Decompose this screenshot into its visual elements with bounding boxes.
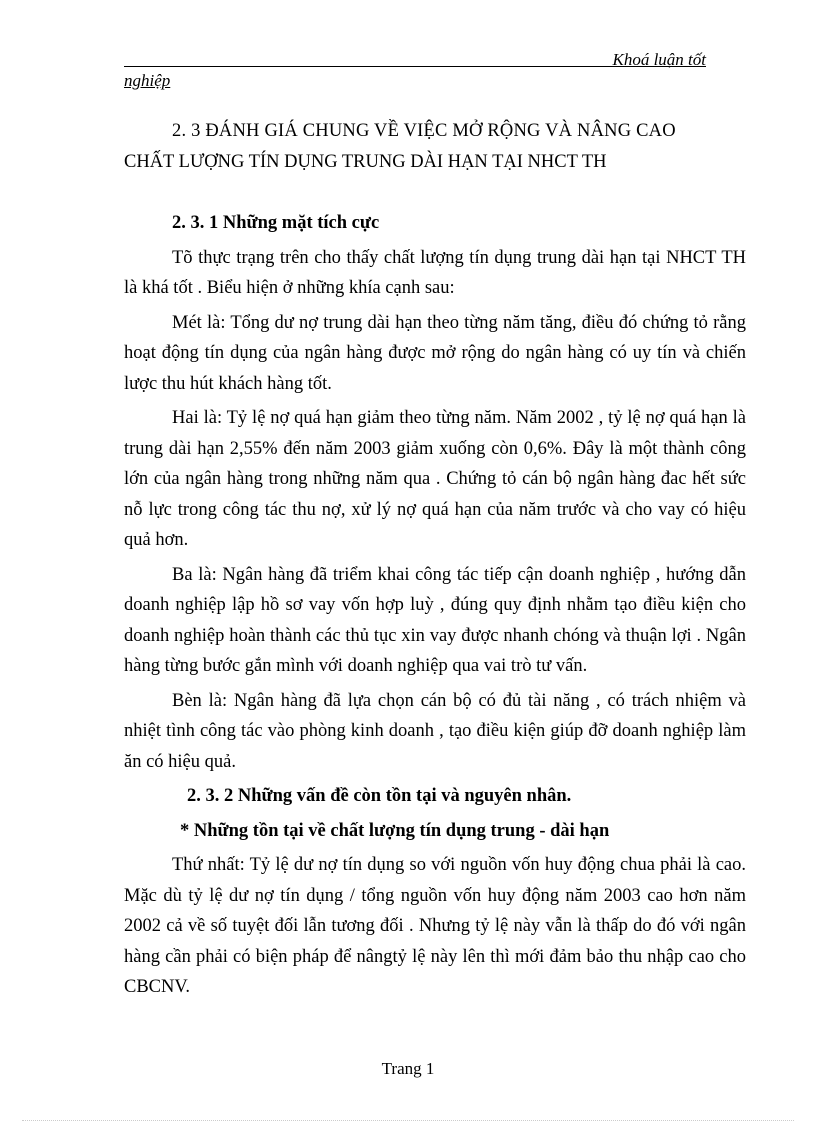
paragraph-point-3: Ba là: Ngân hàng đã triểm khai công tác tiếp cận doanh nghiệp , hướng dẫn doanh nghiệp lập hồ sơ vay vốn hợp luỳ , đúng quy định nhằm tạo điều kiện cho doanh nghiệp hoàn thành các thủ tục xin vay được nhanh chóng và thuận lợi . Ngân hàng từng bước gắn mình với doanh nghiệp qua vai trò tư vấn. xyxy=(124,564,746,676)
header-title-continuation: nghiệp xyxy=(124,71,171,90)
section-title-line2: CHẤT LƯỢNG TÍN DỤNG TRUNG DÀI HẠN TẠI NHCT TH xyxy=(124,151,607,172)
header-title: Khoá luận tốt xyxy=(612,50,706,69)
subsection-heading-2: 2. 3. 2 Những vấn đề còn tồn tại và nguyên nhân. xyxy=(187,786,572,806)
paragraph-point-4: Bèn là: Ngân hàng đã lựa chọn cán bộ có đủ tài năng , có trách nhiệm và nhiệt tình công tác vào phòng kinh doanh , tạo điều kiện giúp đỡ doanh nghiệp làm ăn có hiệu quả. xyxy=(124,690,746,772)
paragraph-point-1: Mét là: Tổng dư nợ trung dài hạn theo từng năm tăng, điều đó chứng tỏ rằng hoạt động tín dụng của ngân hàng được mở rộng do ngân hàng có uy tín và chiến lược thu hút khách hàng tốt. xyxy=(124,312,746,394)
paragraph-issue-1: Thứ nhất: Tỷ lệ dư nợ tín dụng so với nguồn vốn huy động chua phải là cao. Mặc dù tỷ lệ dư nợ tín dụng / tổng nguồn vốn huy động năm 2003 cao hơn năm 2002 cả về số tuyệt đối lẫn tương đối . Nhưng tỷ lệ này vẫn là thấp do đó với ngân hàng cần phải có biện pháp để nângtỷ lệ này lên thì mới đảm bảo thu nhập cao cho CBCNV. xyxy=(124,855,746,997)
subsection-heading-1: 2. 3. 1 Những mặt tích cực xyxy=(172,213,380,233)
page-number: Trang 1 xyxy=(381,1059,435,1078)
document-body xyxy=(124,116,746,1003)
page-bottom-border xyxy=(22,1120,794,1121)
section-title-line1: 2. 3 ĐÁNH GIÁ CHUNG VỀ VIỆC MỞ RỘNG VÀ NÂNG CAO xyxy=(172,121,676,141)
header-divider xyxy=(124,66,706,67)
paragraph-point-2: Hai là: Tỷ lệ nợ quá hạn giảm theo từng năm. Năm 2002 , tỷ lệ nợ quá hạn là trung dài hạn 2,55% đến năm 2003 giảm xuống còn 0,6%. Đây là một thành công lớn của ngân hàng trong những năm qua . Chứng tỏ cán bộ ngân hàng đac hết sức nỗ lực trong công tác thu nợ, xử lý nợ quá hạn của năm trước và cho vay có hiệu quả hơn. xyxy=(124,408,746,550)
subsection-subheading: * Những tồn tại về chất lượng tín dụng trung - dài hạn xyxy=(180,820,610,841)
paragraph-intro: Tõ thực trạng trên cho thấy chất lượng tín dụng trung dài hạn tại NHCT TH là khá tốt . Biểu hiện ở những khía cạnh sau: xyxy=(124,247,746,298)
